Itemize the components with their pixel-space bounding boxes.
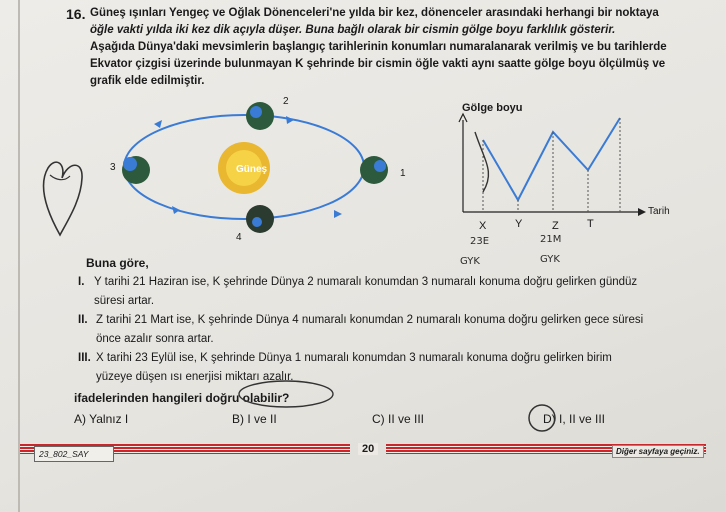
question-line-5: grafik elde edilmiştir.: [90, 75, 205, 87]
pen-circle-mark: [236, 376, 336, 410]
orbit-arrow-icon: [334, 210, 342, 218]
question-line-1: Güneş ışınları Yengeç ve Oğlak Dönenceleri'ne yılda bir kez, dönenceler arasındaki herhangi bir noktaya: [90, 7, 659, 19]
orbit-label-2: 2: [283, 96, 289, 107]
orbit-label-3: 3: [110, 162, 116, 173]
handwritten-note-4: GYK: [540, 254, 560, 265]
sun-label: Güneş: [236, 164, 268, 175]
orbit-arrow-icon: [172, 206, 180, 214]
graph-y-label: Gölge boyu: [462, 102, 523, 114]
next-page-note: Diğer sayfaya geçiniz.: [612, 445, 704, 458]
page-number: 20: [358, 443, 378, 455]
orbit-arrow-icon: [154, 120, 162, 128]
statement-2-cont: önce azalır sonra artar.: [96, 333, 214, 345]
graph-x-label: Tarih: [648, 206, 670, 217]
handwritten-note-3: 21M: [540, 234, 562, 245]
option-b[interactable]: B) I ve II: [232, 412, 277, 426]
orbit-label-4: 4: [236, 232, 242, 243]
tick-x: X: [479, 220, 487, 232]
page-edge: [18, 0, 20, 512]
statement-1-cont: süresi artar.: [94, 295, 155, 307]
tick-y: Y: [515, 218, 523, 230]
booklet-code: 23_802_SAY: [34, 446, 114, 462]
statement-1-text: Y tarihi 21 Haziran ise, K şehrinde Dünya 2 numaralı konumdan 3 numaralı konuma doğru gelirken gündüz: [94, 276, 638, 288]
handwritten-note-1: 23E: [470, 236, 490, 247]
option-a[interactable]: A) Yalnız I: [74, 412, 129, 426]
option-c[interactable]: C) II ve III: [372, 412, 425, 426]
statements-intro: Buna göre,: [86, 256, 149, 270]
x-axis-arrow-icon: [638, 208, 646, 216]
question-line-3: Aşağıda Dünya'daki mevsimlerin başlangıç tarihlerinin konumları numaralanarak verilmiş ve bu tarihlerde: [90, 41, 667, 53]
pen-circle-answer: [526, 402, 558, 434]
question-line-4: Ekvator çizgisi üzerinde bulunmayan K şehrinde bir cismin öğle vakti aynı saatte gölge boyu ölçülmüş ve: [90, 58, 666, 70]
question-number: 16.: [66, 6, 86, 22]
heart-doodle-icon: [38, 150, 88, 245]
question-line-2: öğle vakti yılda iki kez dik açıyla düşer. Buna bağlı olarak bir cismin gölge boyu farklılık gösterir.: [90, 24, 616, 36]
question-prompt: ifadelerinden hangileri doğru olabilir?: [74, 391, 290, 405]
tick-t: T: [587, 218, 594, 230]
option-d[interactable]: D) I, II ve III: [543, 412, 606, 426]
handwritten-note-2: GYK: [460, 256, 480, 267]
shadow-line: [483, 118, 620, 200]
statement-2-text: Z tarihi 21 Mart ise, K şehrinde Dünya 4 numaralı konumdan 2 numaralı konuma doğru gelirken gece süresi: [96, 314, 644, 326]
tick-z: Z: [552, 220, 559, 232]
statement-3-number: III.: [78, 352, 91, 364]
pen-mark: [475, 132, 488, 192]
statement-2-number: II.: [78, 314, 88, 326]
statement-3-cont: yüzeye düşen ısı enerjisi miktarı azalır.: [96, 371, 294, 383]
orbit-arrow-icon: [286, 116, 294, 124]
orbit-label-1: 1: [400, 168, 406, 179]
statement-1-number: I.: [78, 276, 85, 288]
statement-3-text: X tarihi 23 Eylül ise, K şehrinde Dünya 1 numaralı konumdan 3 numaralı konuma doğru gelirken birim: [96, 352, 612, 364]
